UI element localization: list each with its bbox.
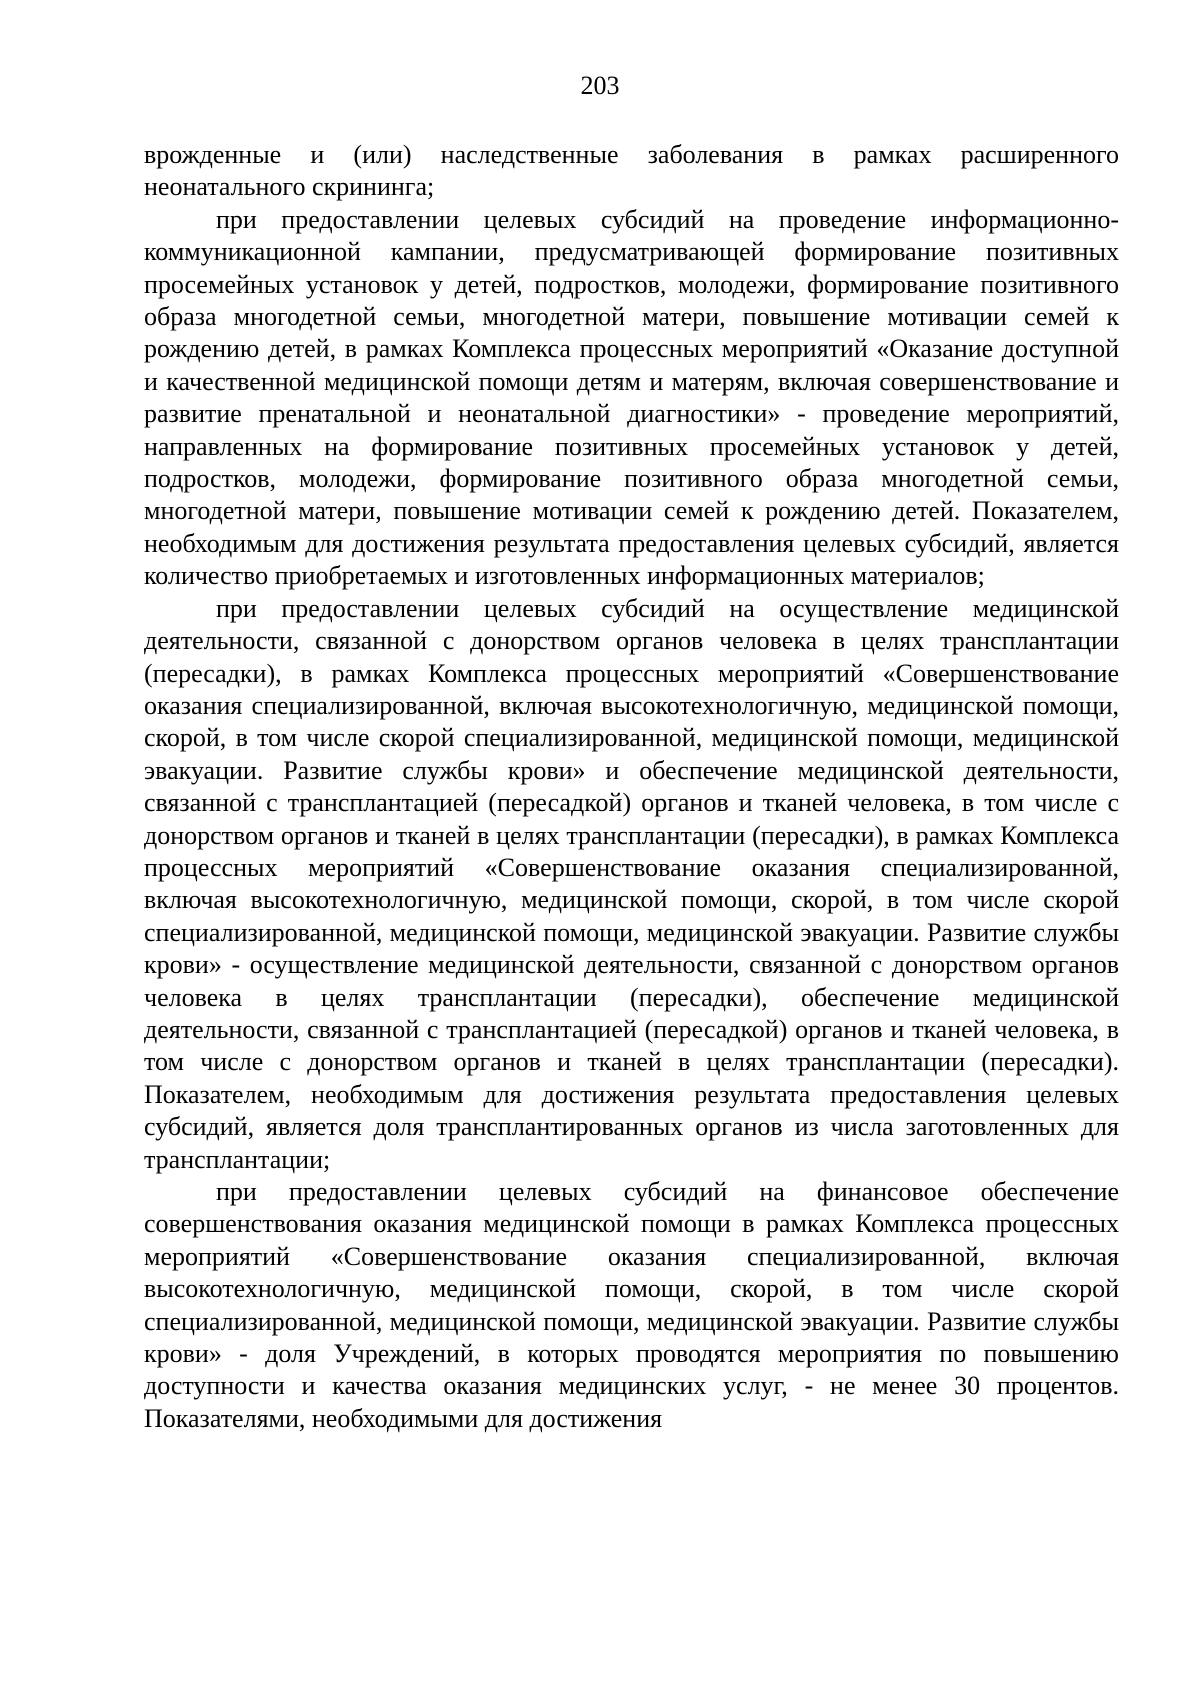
paragraph-transplantation: при предоставлении целевых субсидий на осуществление медицинской деятельности, связанной с донорством органов человека в целях трансплантации (пересадки), в рамках Комплекса процессных мероприятий «Совершенствование оказания специализированной, включая высокотехнологичную, медицинской помощи, скорой, в том числе скорой специализированной, медицинской помощи, медицинской эвакуации. Развитие службы крови» и обеспечение медицинской деятельности, связанной с трансплантацией (пересадкой) органов и тканей человека, в том числе с донорством органов и тканей в целях трансплантации (пересадки), в рамках Комплекса процессных мероприятий «Совершенствование оказания специализированной, включая высокотехнологичную, медицинской помощи, скорой, в том числе скорой специализированной, медицинской помощи, медицинской эвакуации. Развитие службы крови» - осуществление медицинской деятельности, связанной с донорством органов человека в целях трансплантации (пересадки), обеспечение медицинской деятельности, связанной с трансплантацией (пересадкой) органов и тканей человека, в том числе с донорством органов и тканей в целях трансплантации (пересадки). Показателем, необходимым для достижения результата предоставления целевых субсидий, является доля трансплантированных органов из числа заготовленных для трансплантации; (144, 593, 1119, 1174)
paragraph-info-campaign: при предоставлении целевых субсидий на проведение информационно-коммуникационной кампании, предусматривающей формирование позитивных просемейных установок у детей, подростков, молодежи, формирование позитивного образа многодетной семьи, многодетной матери, повышение мотивации семей к рождению детей, в рамках Комплекса процессных мероприятий «Оказание доступной и качественной медицинской помощи детям и матерям, включая совершенствование и развитие пренатальной и неонатальной диагностики» - проведение мероприятий, направленных на формирование позитивных просемейных установок у детей, подростков, молодежи, формирование позитивного образа многодетной семьи, многодетной матери, повышение мотивации семей к рождению детей. Показателем, необходимым для достижения результата предоставления целевых субсидий, является количество приобретаемых и изготовленных информационных материалов; (144, 204, 1119, 591)
paragraph-medical-care-improvement: при предоставлении целевых субсидий на финансовое обеспечение совершенствования оказания медицинской помощи в рамках Комплекса процессных мероприятий «Совершенствование оказания специализированной, включая высокотехнологичную, медицинской помощи, скорой, в том числе скорой специализированной, медицинской помощи, медицинской эвакуации. Развитие службы крови» - доля Учреждений, в которых проводятся мероприятия по повышению доступности и качества оказания медицинских услуг, - не менее 30 процентов. Показателями, необходимыми для достижения (144, 1177, 1119, 1433)
page-number: 203 (580, 71, 620, 100)
document-body (144, 139, 1119, 1435)
paragraph-continuation: врожденные и (или) наследственные заболевания в рамках расширенного неонатального скрининга; (144, 140, 1119, 202)
